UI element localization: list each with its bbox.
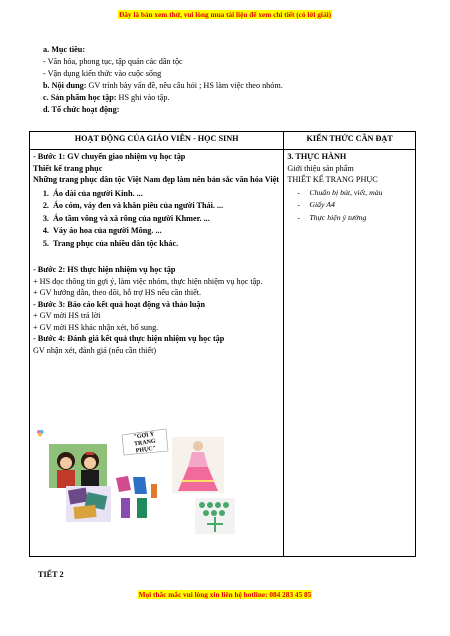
objective-item: - Vận dụng kiến thức vào cuộc sống — [43, 69, 162, 78]
organization-heading: d. Tổ chức hoạt động: — [43, 105, 120, 114]
costume-item: 3. Áo tầm vông và xà rông của người Khmer. ... — [51, 213, 280, 226]
fabric-swatches-illustration — [66, 486, 112, 522]
col-header-knowledge: KIẾN THỨC CẦN ĐẠT — [284, 132, 416, 150]
product-intro: Giới thiệu sản phẩm — [287, 163, 354, 173]
embroidery-pattern-illustration — [195, 498, 235, 534]
costume-intro: Những trang phục dân tộc Việt Nam đẹp làm nên bản sắc văn hóa Việt — [33, 175, 280, 184]
sticker-text: "GỢI Ý TRANG PHỤC" — [133, 431, 157, 455]
step3-detail: + GV mời HS khác nhận xét, bổ sung. — [33, 322, 159, 332]
costume-item: 4. Váy áo hoa của người Mông. ... — [51, 225, 280, 238]
hotline-footer: Mọi thắc mắc vui lòng xin liên hệ hotline: 084 283 45 85 — [138, 590, 312, 599]
design-title: Thiết kế trang phục — [33, 163, 103, 173]
costume-item: 5. Trang phục của nhiều dân tộc khác. — [51, 238, 280, 251]
product-line: c. Sản phẩm học tập: HS ghi vào tập. — [43, 93, 170, 102]
step4-detail: GV nhận xét, đánh giá (nếu cần thiết) — [33, 345, 157, 355]
objectives-heading: a. Mục tiêu: — [43, 45, 86, 54]
lesson-preamble — [43, 44, 413, 116]
step2-detail: + GV hướng dẫn, theo dõi, hỗ trợ HS nếu cần thiết. — [33, 288, 202, 297]
costume-item: 1. Áo dài của người Kinh. ... — [51, 188, 280, 201]
preview-banner: Đây là bản xem thử, vui lòng mua tài liệu để xem chi tiết (có lời giải) — [118, 10, 332, 19]
clothing-set-illustration — [111, 472, 161, 522]
step1-heading: - Bước 1: GV chuyển giao nhiệm vụ học tập — [33, 152, 186, 161]
content-line: b. Nội dung: GV trình bày vấn đề, nêu câu hỏi ; HS làm việc theo nhóm. — [43, 81, 283, 90]
costume-design-label: THIẾT KẾ TRANG PHỤC — [287, 175, 378, 184]
step3-detail: + GV mời HS trả lời — [33, 311, 101, 320]
practice-step: - Chuẩn bị bút, viết, màu — [309, 187, 412, 200]
costume-suggestion-sticker — [118, 427, 170, 457]
col-header-activities: HOẠT ĐỘNG CỦA GIÁO VIÊN - HỌC SINH — [30, 132, 284, 150]
step2-detail: + HS đọc thông tin gợi ý, làm việc nhóm, thực hiện nhiệm vụ học tập. — [33, 276, 263, 286]
costume-item: 2. Áo cóm, váy đen và khăn piêu của người Thái. ... — [51, 200, 280, 213]
step2-heading: - Bước 2: HS thực hiện nhiệm vụ học tập — [33, 265, 176, 274]
practice-step: - Thực hiện ý tưởng — [309, 212, 412, 225]
step4-heading: - Bước 4: Đánh giá kết quả thực hiện nhiệm vụ học tập — [33, 334, 225, 343]
knowledge-cell — [284, 150, 416, 557]
practice-heading: 3. THỰC HÀNH — [287, 152, 347, 161]
couple-costume-illustration — [49, 444, 107, 488]
practice-steps — [287, 187, 412, 225]
objective-item: - Văn hóa, phong tục, tập quán các dân tộc — [43, 57, 183, 66]
lesson-label: TIẾT 2 — [38, 570, 64, 579]
costume-list — [33, 188, 280, 251]
dress-sketch-illustration — [172, 437, 224, 493]
step3-heading: - Bước 3: Báo cáo kết quả hoạt động và thảo luận — [33, 299, 206, 309]
practice-step: - Giấy A4 — [309, 199, 412, 212]
color-dots-icon — [36, 424, 44, 432]
